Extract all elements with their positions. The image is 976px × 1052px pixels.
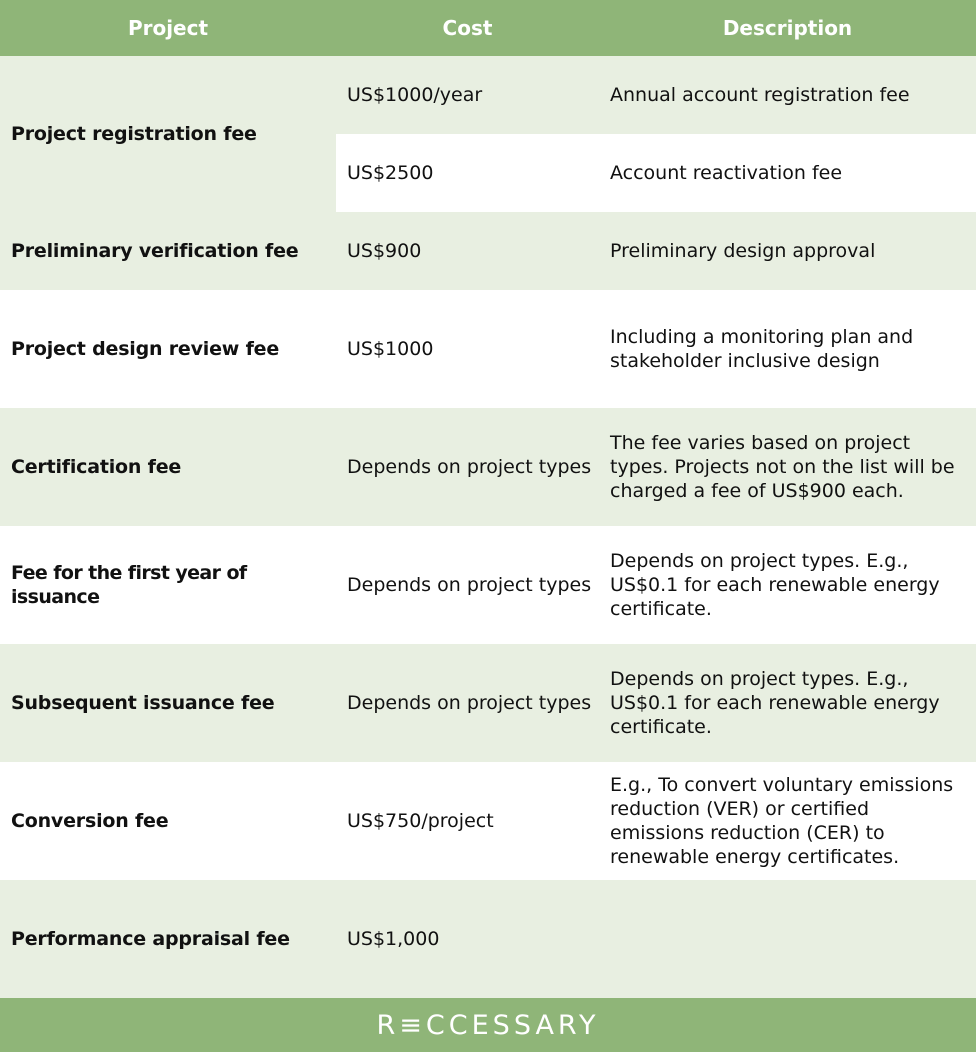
column-header-project: Project xyxy=(0,0,336,56)
description-cell: Depends on project types. E.g., US$0.1 for each renewable energy certificate. xyxy=(599,526,976,644)
table-header-row xyxy=(0,0,976,56)
reccessary-logo: R≡CCESSARY xyxy=(376,1009,600,1041)
description-cell: Depends on project types. E.g., US$0.1 for each renewable energy certificate. xyxy=(599,644,976,762)
table-row xyxy=(0,880,976,998)
cost-cell: Depends on project types xyxy=(336,644,599,762)
project-cell: Performance appraisal fee xyxy=(0,880,336,998)
project-cell: Preliminary verification fee xyxy=(0,212,336,290)
project-cell: Project design review fee xyxy=(0,290,336,408)
column-header-cost: Cost xyxy=(336,0,599,56)
description-cell: E.g., To convert voluntary emissions reduction (VER) or certified emissions reduction (CER) to renewable energy certificates. xyxy=(599,762,976,880)
table-row xyxy=(0,212,976,290)
project-cell: Project registration fee xyxy=(0,56,336,212)
project-cell: Subsequent issuance fee xyxy=(0,644,336,762)
description-cell: Account reactivation fee xyxy=(599,134,976,212)
table-row xyxy=(0,408,976,526)
project-cell: Conversion fee xyxy=(0,762,336,880)
cost-cell: US$900 xyxy=(336,212,599,290)
description-cell: Including a monitoring plan and stakeholder inclusive design xyxy=(599,290,976,408)
footer-bar xyxy=(0,998,976,1052)
cost-cell: US$750/project xyxy=(336,762,599,880)
project-cell: Certification fee xyxy=(0,408,336,526)
cost-cell: US$1,000 xyxy=(336,880,599,998)
table-row xyxy=(0,56,976,134)
table-row xyxy=(0,762,976,880)
cost-cell: Depends on project types xyxy=(336,526,599,644)
cost-cell: US$1000 xyxy=(336,290,599,408)
table-row xyxy=(0,290,976,408)
cost-cell: US$1000/year xyxy=(336,56,599,134)
description-cell: The fee varies based on project types. Projects not on the list will be charged a fee of US$900 each. xyxy=(599,408,976,526)
table-row xyxy=(0,644,976,762)
column-header-description: Description xyxy=(599,0,976,56)
description-cell: Annual account registration fee xyxy=(599,56,976,134)
table-row xyxy=(0,526,976,644)
description-cell: Preliminary design approval xyxy=(599,212,976,290)
description-cell xyxy=(599,880,976,998)
cost-cell: Depends on project types xyxy=(336,408,599,526)
cost-cell: US$2500 xyxy=(336,134,599,212)
project-cell: Fee for the first year of issuance xyxy=(0,526,336,644)
